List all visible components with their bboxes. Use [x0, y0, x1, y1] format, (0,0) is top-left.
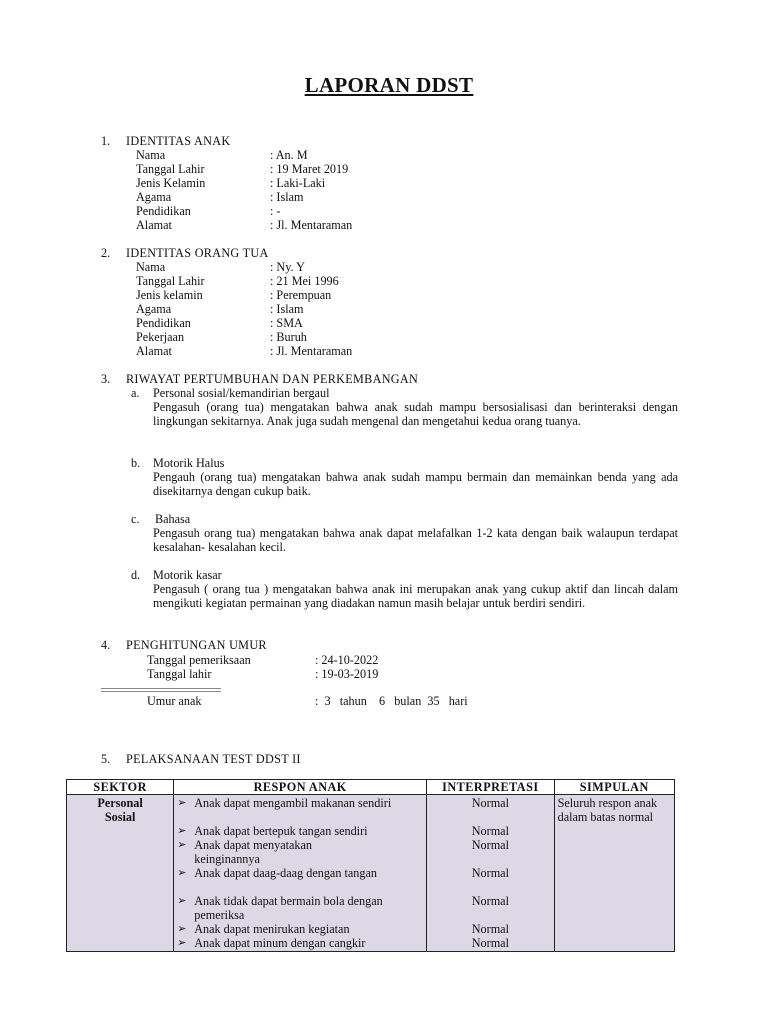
- subsection-letter: c.: [131, 512, 140, 526]
- field-value: : 24-10-2022: [315, 653, 379, 667]
- field-label: Jenis Kelamin: [136, 176, 206, 190]
- field-value: : Jl. Mentaraman: [270, 344, 353, 358]
- field-value: : Islam: [270, 190, 304, 204]
- arrow-bullet-icon: ➢: [177, 894, 187, 907]
- interpretation-text: Normal: [471, 838, 509, 852]
- field-value: : Buruh: [270, 330, 307, 344]
- sector-label: Personal Sosial: [97, 796, 143, 824]
- arrow-bullet-icon: ➢: [177, 866, 187, 879]
- field-label: Tanggal lahir: [147, 667, 212, 681]
- field-value: : 3 tahun 6 bulan 35 hari: [315, 694, 468, 708]
- section-title: PENGHITUNGAN UMUR: [126, 638, 267, 652]
- subsection-paragraph: Pengasuh (orang tua) mengatakan bahwa anak sudah mampu bersosialisasi dan berinteraksi dengan lingkungan sekitarnya. Anak juga sudah mengenal dan mengetahui kedua orang tuanya.: [153, 400, 678, 428]
- field-label: Pekerjaan: [136, 330, 185, 344]
- response-text: Anak dapat minum dengan cangkir: [194, 936, 366, 950]
- list-item: [177, 894, 423, 922]
- subsection-title: Motorik Halus: [153, 456, 225, 470]
- list-item: [177, 796, 423, 824]
- field-value: : Perempuan: [270, 288, 332, 302]
- list-item: [177, 936, 423, 950]
- field-value: : SMA: [270, 316, 303, 330]
- subsection-paragraph: Pengauh (orang tua) mengatakan bahwa anak sudah mampu bermain dan memainkan benda yang ada disekitarnya dengan cukup baik.: [153, 470, 678, 498]
- interpretation-text: Normal: [471, 824, 509, 838]
- field-label: Nama: [136, 148, 166, 162]
- interpretation-text: Normal: [471, 936, 509, 950]
- field-value: : 21 Mei 1996: [270, 274, 339, 288]
- response-text: Anak tidak dapat bermain bola dengan pemeriksa: [194, 894, 383, 922]
- subsection-letter: d.: [131, 568, 141, 582]
- response-text: Anak dapat menyatakan keinginannya: [194, 838, 312, 866]
- subsection-paragraph: Pengasuh ( orang tua ) mengatakan bahwa anak ini merupakan anak yang cukup aktif dan lincah dalam mengikuti kegiatan permainan yang diadakan namun masih belajar untuk berdiri sendiri.: [153, 582, 678, 610]
- section-number: 3.: [101, 372, 111, 386]
- document-title: LAPORAN DDST: [304, 73, 474, 97]
- field-label: Alamat: [136, 344, 172, 358]
- response-text: Anak dapat mengambil makanan sendiri: [194, 796, 392, 810]
- list-item: [177, 922, 423, 936]
- list-item: [177, 824, 423, 838]
- field-label: Pendidikan: [136, 204, 191, 218]
- list-item: [177, 866, 423, 894]
- field-label: Alamat: [136, 218, 172, 232]
- section-number: 2.: [101, 246, 111, 260]
- subsection-title: Bahasa: [155, 512, 191, 526]
- interpretation-text: Normal: [471, 866, 509, 880]
- field-label: Tanggal pemeriksaan: [147, 653, 251, 667]
- field-label: Agama: [136, 190, 172, 204]
- sector-cell: [67, 795, 174, 952]
- response-text: Anak dapat menirukan kegiatan: [194, 922, 350, 936]
- section-number: 4.: [101, 638, 111, 652]
- response-text: Anak dapat bertepuk tangan sendiri: [194, 824, 368, 838]
- subsection-title: Personal sosial/kemandirian bergaul: [153, 386, 330, 400]
- subsection-paragraph: Pengasuh orang tua) mengatakan bahwa anak dapat melafalkan 1-2 kata dengan baik walaupun terdapat kesalahan- kesalahan kecil.: [153, 526, 678, 554]
- field-value: : An. M: [270, 148, 308, 162]
- field-value: : Jl. Mentaraman: [270, 218, 353, 232]
- interpretation-text: Normal: [471, 894, 509, 908]
- arrow-bullet-icon: ➢: [177, 936, 187, 949]
- arrow-bullet-icon: ➢: [177, 796, 187, 809]
- interpretation-text: Normal: [471, 922, 509, 936]
- arrow-bullet-icon: ➢: [177, 922, 187, 935]
- field-value: : 19 Maret 2019: [270, 162, 349, 176]
- interpretasi-cell: [427, 795, 554, 952]
- field-label: Umur anak: [147, 694, 202, 708]
- field-label: Agama: [136, 302, 172, 316]
- header-sektor: SEKTOR: [67, 780, 174, 795]
- section-number: 1.: [101, 134, 111, 148]
- field-value: : 19-03-2019: [315, 667, 379, 681]
- arrow-bullet-icon: ➢: [177, 838, 187, 851]
- respon-cell: [174, 795, 427, 952]
- section-title: IDENTITAS ANAK: [126, 134, 231, 148]
- field-value: : Islam: [270, 302, 304, 316]
- section-title: PELAKSANAAN TEST DDST II: [126, 752, 301, 766]
- table-header-row: [67, 780, 675, 795]
- header-interpretasi: INTERPRETASI: [427, 780, 554, 795]
- table-row: [67, 795, 675, 952]
- subsection-letter: a.: [131, 386, 140, 400]
- field-label: Nama: [136, 260, 166, 274]
- ddst-table: [66, 779, 675, 952]
- field-value: : Ny. Y: [270, 260, 305, 274]
- header-simpulan: SIMPULAN: [554, 780, 674, 795]
- simpulan-cell: [554, 795, 674, 952]
- section-title: RIWAYAT PERTUMBUHAN DAN PERKEMBANGAN: [126, 372, 419, 386]
- section-number: 5.: [101, 752, 111, 766]
- field-label: Tanggal Lahir: [136, 274, 205, 288]
- interpretation-text: Normal: [471, 796, 509, 810]
- field-label: Jenis kelamin: [136, 288, 203, 302]
- response-text: Anak dapat daag-daag dengan tangan: [194, 866, 377, 880]
- field-value: : -: [270, 204, 281, 218]
- field-label: Tanggal Lahir: [136, 162, 205, 176]
- field-value: : Laki-Laki: [270, 176, 326, 190]
- subsection-letter: b.: [131, 456, 141, 470]
- arrow-bullet-icon: ➢: [177, 824, 187, 837]
- section-title: IDENTITAS ORANG TUA: [126, 246, 269, 260]
- subtraction-rule: [101, 688, 221, 692]
- field-label: Pendidikan: [136, 316, 191, 330]
- list-item: [177, 838, 423, 866]
- header-respon-anak: RESPON ANAK: [174, 780, 427, 795]
- subsection-title: Motorik kasar: [153, 568, 222, 582]
- conclusion-text: Seluruh respon anak dalam batas normal: [557, 796, 658, 824]
